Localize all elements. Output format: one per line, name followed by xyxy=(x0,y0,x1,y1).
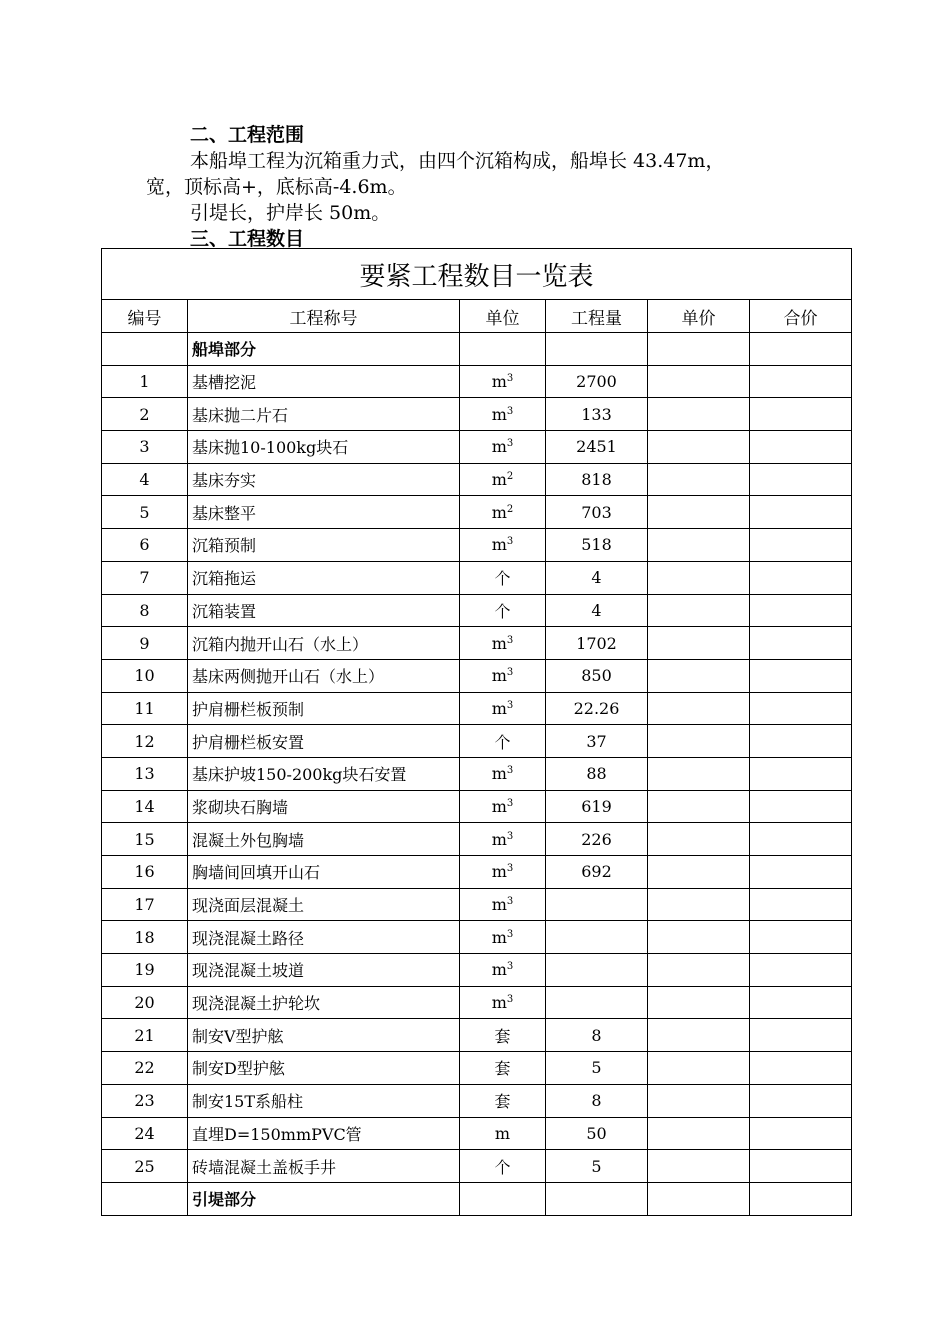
cell-total-price xyxy=(750,921,852,954)
table-title: 要紧工程数目一览表 xyxy=(102,249,852,300)
unit-text: m xyxy=(491,993,507,1013)
cell-total-price xyxy=(750,856,852,889)
cell-number: 12 xyxy=(102,725,188,758)
cell-name: 现浇混凝土路径 xyxy=(188,921,460,954)
unit-text: 个 xyxy=(494,569,511,589)
cell-number: 23 xyxy=(102,1084,188,1117)
cell-unit-price xyxy=(648,627,750,660)
cell-quantity xyxy=(546,986,648,1019)
table-row xyxy=(102,921,852,954)
unit-text: m xyxy=(491,372,507,392)
cell-name: 混凝土外包胸墙 xyxy=(188,823,460,856)
cell-unit-price xyxy=(648,921,750,954)
cell-unit xyxy=(460,463,546,496)
cell-total-price xyxy=(750,463,852,496)
cell-number: 8 xyxy=(102,594,188,627)
cell-number: 22 xyxy=(102,1052,188,1085)
cell-quantity: 619 xyxy=(546,790,648,823)
cell-name: 基槽挖泥 xyxy=(188,365,460,398)
cell-number: 25 xyxy=(102,1150,188,1183)
cell-unit-price xyxy=(648,1150,750,1183)
cell-unit-price xyxy=(648,725,750,758)
header-unit-price: 单价 xyxy=(648,300,750,333)
cell-unit xyxy=(460,1084,546,1117)
cell-name: 基床抛10-100kg块石 xyxy=(188,431,460,464)
cell-name: 制安D型护舷 xyxy=(188,1052,460,1085)
cell-name: 现浇面层混凝土 xyxy=(188,888,460,921)
table-row xyxy=(102,496,852,529)
cell-unit xyxy=(460,398,546,431)
unit-exponent: 3 xyxy=(506,667,514,679)
cell-unit xyxy=(460,692,546,725)
cell-name: 浆砌块石胸墙 xyxy=(188,790,460,823)
unit-text: m xyxy=(491,535,507,555)
cell-unit xyxy=(460,1052,546,1085)
cell-total-price xyxy=(750,986,852,1019)
heading-quantities: 三、工程数目 xyxy=(190,228,305,250)
table-row xyxy=(102,1019,852,1052)
cell-quantity: 4 xyxy=(546,561,648,594)
table-row xyxy=(102,463,852,496)
table-row xyxy=(102,594,852,627)
cell-number: 11 xyxy=(102,692,188,725)
section-row-wharf xyxy=(102,333,852,366)
unit-text: m xyxy=(491,927,507,947)
table-cell xyxy=(648,1182,750,1215)
cell-number: 7 xyxy=(102,561,188,594)
cell-total-price xyxy=(750,627,852,660)
cell-unit xyxy=(460,496,546,529)
unit-text: m xyxy=(491,404,507,424)
header-number: 编号 xyxy=(102,300,188,333)
cell-name: 基床两侧抛开山石（水上） xyxy=(188,659,460,692)
unit-exponent: 3 xyxy=(506,699,514,711)
table-row xyxy=(102,1052,852,1085)
cell-total-price xyxy=(750,496,852,529)
unit-text: m xyxy=(491,829,507,849)
cell-unit-price xyxy=(648,365,750,398)
cell-total-price xyxy=(750,1084,852,1117)
cell-unit xyxy=(460,823,546,856)
cell-number: 2 xyxy=(102,398,188,431)
cell-unit xyxy=(460,757,546,790)
table-row xyxy=(102,659,852,692)
cell-name: 现浇混凝土坡道 xyxy=(188,954,460,987)
header-name: 工程称号 xyxy=(188,300,460,333)
table-row xyxy=(102,888,852,921)
unit-exponent: 3 xyxy=(506,928,514,940)
table-row xyxy=(102,986,852,1019)
cell-name: 沉箱预制 xyxy=(188,529,460,562)
unit-text: m xyxy=(491,633,507,653)
unit-text: 个 xyxy=(494,601,511,621)
cell-number: 4 xyxy=(102,463,188,496)
cell-quantity: 2700 xyxy=(546,365,648,398)
cell-quantity xyxy=(546,921,648,954)
unit-exponent: 3 xyxy=(506,634,514,646)
cell-unit xyxy=(460,986,546,1019)
cell-total-price xyxy=(750,790,852,823)
scope-paragraph-2: 引堤长，护岸长 50m。 xyxy=(190,202,391,224)
table-row xyxy=(102,1084,852,1117)
table-cell xyxy=(102,333,188,366)
cell-unit-price xyxy=(648,529,750,562)
unit-text: m xyxy=(491,796,507,816)
table-row xyxy=(102,856,852,889)
cell-name: 基床护坡150-200kg块石安置 xyxy=(188,757,460,790)
cell-total-price xyxy=(750,398,852,431)
table-row xyxy=(102,1117,852,1150)
unit-text: m xyxy=(491,862,507,882)
cell-number: 1 xyxy=(102,365,188,398)
cell-unit-price xyxy=(648,856,750,889)
cell-number: 19 xyxy=(102,954,188,987)
cell-total-price xyxy=(750,954,852,987)
cell-unit-price xyxy=(648,496,750,529)
cell-quantity: 518 xyxy=(546,529,648,562)
cell-quantity: 226 xyxy=(546,823,648,856)
unit-exponent: 3 xyxy=(506,863,514,875)
cell-number: 18 xyxy=(102,921,188,954)
cell-quantity: 8 xyxy=(546,1019,648,1052)
cell-unit-price xyxy=(648,1117,750,1150)
cell-number: 24 xyxy=(102,1117,188,1150)
cell-quantity: 2451 xyxy=(546,431,648,464)
table-cell xyxy=(546,1182,648,1215)
cell-name: 沉箱内抛开山石（水上） xyxy=(188,627,460,660)
cell-total-price xyxy=(750,1117,852,1150)
cell-total-price xyxy=(750,529,852,562)
cell-number: 16 xyxy=(102,856,188,889)
cell-unit-price xyxy=(648,561,750,594)
cell-quantity: 37 xyxy=(546,725,648,758)
intro-text xyxy=(146,122,846,252)
cell-name: 护肩栅栏板安置 xyxy=(188,725,460,758)
cell-quantity: 818 xyxy=(546,463,648,496)
cell-unit xyxy=(460,725,546,758)
cell-unit xyxy=(460,1019,546,1052)
table-header-row xyxy=(102,300,852,333)
cell-unit xyxy=(460,431,546,464)
unit-text: m xyxy=(491,666,507,686)
cell-unit xyxy=(460,1117,546,1150)
cell-name: 沉箱拖运 xyxy=(188,561,460,594)
cell-unit-price xyxy=(648,1019,750,1052)
cell-unit xyxy=(460,365,546,398)
unit-text: m xyxy=(491,960,507,980)
table-row xyxy=(102,431,852,464)
cell-quantity: 4 xyxy=(546,594,648,627)
cell-number: 21 xyxy=(102,1019,188,1052)
table-cell xyxy=(648,333,750,366)
table-row xyxy=(102,529,852,562)
cell-unit xyxy=(460,790,546,823)
section-label-approach: 引堤部分 xyxy=(188,1182,460,1215)
cell-unit-price xyxy=(648,463,750,496)
section-row-approach xyxy=(102,1182,852,1215)
cell-unit-price xyxy=(648,954,750,987)
table-cell xyxy=(546,333,648,366)
cell-unit-price xyxy=(648,823,750,856)
cell-quantity xyxy=(546,954,648,987)
table-row xyxy=(102,757,852,790)
unit-text: m xyxy=(491,470,507,490)
unit-exponent: 3 xyxy=(506,961,514,973)
unit-text: 个 xyxy=(494,1157,511,1177)
header-total-price: 合价 xyxy=(750,300,852,333)
table-cell xyxy=(460,1182,546,1215)
cell-total-price xyxy=(750,659,852,692)
cell-unit xyxy=(460,921,546,954)
unit-exponent: 3 xyxy=(506,765,514,777)
cell-name: 直埋D=150mmPVC管 xyxy=(188,1117,460,1150)
cell-quantity: 8 xyxy=(546,1084,648,1117)
cell-name: 基床夯实 xyxy=(188,463,460,496)
cell-unit-price xyxy=(648,1052,750,1085)
table-cell xyxy=(750,1182,852,1215)
cell-total-price xyxy=(750,365,852,398)
cell-unit-price xyxy=(648,888,750,921)
cell-name: 制安15T系船柱 xyxy=(188,1084,460,1117)
cell-name: 胸墙间回填开山石 xyxy=(188,856,460,889)
cell-total-price xyxy=(750,1150,852,1183)
cell-number: 9 xyxy=(102,627,188,660)
scope-paragraph-line2: 宽，顶标高+，底标高-4.6m。 xyxy=(146,176,407,198)
cell-unit xyxy=(460,888,546,921)
cell-name: 护肩栅栏板预制 xyxy=(188,692,460,725)
cell-unit-price xyxy=(648,692,750,725)
cell-unit xyxy=(460,954,546,987)
cell-number: 10 xyxy=(102,659,188,692)
scope-paragraph-line1: 本船埠工程为沉箱重力式，由四个沉箱构成，船埠长 43.47m， xyxy=(190,150,725,172)
table-row xyxy=(102,692,852,725)
header-unit: 单位 xyxy=(460,300,546,333)
cell-number: 6 xyxy=(102,529,188,562)
cell-number: 14 xyxy=(102,790,188,823)
cell-total-price xyxy=(750,1052,852,1085)
cell-name: 现浇混凝土护轮坎 xyxy=(188,986,460,1019)
cell-total-price xyxy=(750,1019,852,1052)
unit-text: m xyxy=(491,895,507,915)
table-row xyxy=(102,725,852,758)
cell-number: 13 xyxy=(102,757,188,790)
unit-exponent: 2 xyxy=(506,471,514,483)
cell-total-price xyxy=(750,725,852,758)
unit-text: 个 xyxy=(494,732,511,752)
unit-exponent: 3 xyxy=(506,405,514,417)
unit-text: m xyxy=(491,502,507,522)
cell-total-price xyxy=(750,594,852,627)
unit-exponent: 3 xyxy=(506,438,514,450)
table-row xyxy=(102,954,852,987)
unit-text: 套 xyxy=(494,1026,511,1046)
unit-text: 套 xyxy=(494,1092,511,1112)
cell-total-price xyxy=(750,561,852,594)
unit-exponent: 3 xyxy=(506,797,514,809)
table-row xyxy=(102,823,852,856)
unit-text: 套 xyxy=(494,1059,511,1079)
cell-unit-price xyxy=(648,431,750,464)
cell-total-price xyxy=(750,431,852,464)
cell-quantity: 88 xyxy=(546,757,648,790)
cell-number: 20 xyxy=(102,986,188,1019)
table-title-row xyxy=(102,249,852,300)
cell-total-price xyxy=(750,757,852,790)
unit-exponent: 2 xyxy=(506,503,514,515)
cell-number: 5 xyxy=(102,496,188,529)
cell-unit xyxy=(460,627,546,660)
cell-unit-price xyxy=(648,659,750,692)
cell-quantity: 703 xyxy=(546,496,648,529)
cell-quantity: 50 xyxy=(546,1117,648,1150)
table-row xyxy=(102,790,852,823)
table-cell xyxy=(102,1182,188,1215)
cell-name: 制安V型护舷 xyxy=(188,1019,460,1052)
cell-total-price xyxy=(750,823,852,856)
table-row xyxy=(102,398,852,431)
cell-total-price xyxy=(750,888,852,921)
cell-unit xyxy=(460,1150,546,1183)
cell-unit xyxy=(460,594,546,627)
unit-text: m xyxy=(491,437,507,457)
table-cell xyxy=(460,333,546,366)
cell-total-price xyxy=(750,692,852,725)
cell-unit-price xyxy=(648,790,750,823)
table-cell xyxy=(750,333,852,366)
cell-unit xyxy=(460,561,546,594)
cell-quantity: 5 xyxy=(546,1052,648,1085)
unit-exponent: 3 xyxy=(506,536,514,548)
cell-unit xyxy=(460,529,546,562)
cell-quantity: 1702 xyxy=(546,627,648,660)
cell-number: 17 xyxy=(102,888,188,921)
table-row xyxy=(102,365,852,398)
table-row xyxy=(102,561,852,594)
cell-number: 3 xyxy=(102,431,188,464)
cell-quantity: 133 xyxy=(546,398,648,431)
table-row xyxy=(102,627,852,660)
cell-name: 基床整平 xyxy=(188,496,460,529)
cell-number: 15 xyxy=(102,823,188,856)
table-row xyxy=(102,1150,852,1183)
unit-text: m xyxy=(491,764,507,784)
header-quantity: 工程量 xyxy=(546,300,648,333)
cell-quantity xyxy=(546,888,648,921)
cell-quantity: 5 xyxy=(546,1150,648,1183)
unit-text: m xyxy=(491,698,507,718)
cell-quantity: 22.26 xyxy=(546,692,648,725)
unit-exponent: 3 xyxy=(506,896,514,908)
cell-unit-price xyxy=(648,398,750,431)
unit-exponent: 3 xyxy=(506,373,514,385)
cell-unit-price xyxy=(648,1084,750,1117)
cell-unit xyxy=(460,659,546,692)
cell-unit xyxy=(460,856,546,889)
cell-name: 基床抛二片石 xyxy=(188,398,460,431)
cell-quantity: 850 xyxy=(546,659,648,692)
cell-quantity: 692 xyxy=(546,856,648,889)
heading-scope: 二、工程范围 xyxy=(190,124,305,146)
unit-text: m xyxy=(494,1123,511,1143)
cell-unit-price xyxy=(648,986,750,1019)
cell-unit-price xyxy=(648,594,750,627)
quantities-table xyxy=(101,248,852,1216)
cell-name: 沉箱装置 xyxy=(188,594,460,627)
cell-name: 砖墙混凝土盖板手井 xyxy=(188,1150,460,1183)
cell-unit-price xyxy=(648,757,750,790)
unit-exponent: 3 xyxy=(506,994,514,1006)
section-label-wharf: 船埠部分 xyxy=(188,333,460,366)
unit-exponent: 3 xyxy=(506,830,514,842)
